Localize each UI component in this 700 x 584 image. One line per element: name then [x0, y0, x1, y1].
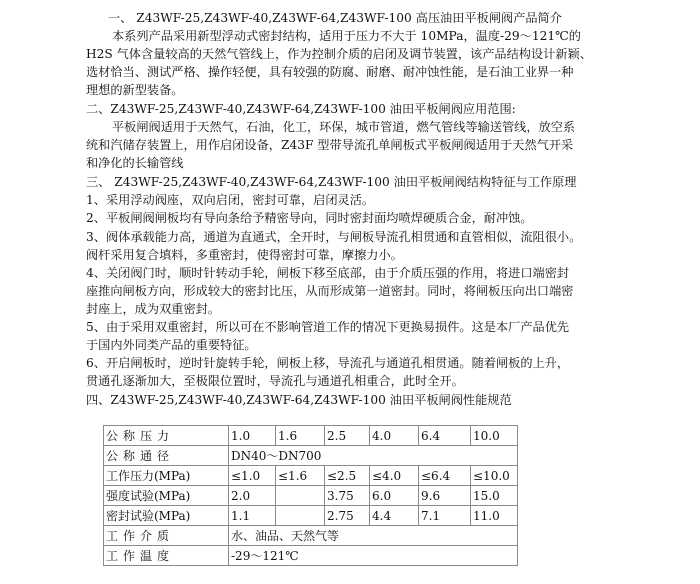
application-line: 统和汽储存装置上，用作启闭设备，Z43F 型带导流孔单闸板式平板闸阀适用于天然气开采 — [86, 138, 574, 152]
row-label: 公称通径 — [104, 446, 229, 466]
intro-line: 本系列产品采用新型浮动式密封结构，适用于压力不大于 10MPa，温度-29～121℃的 — [112, 29, 581, 43]
feature-line: 座推向闸板方向，形成较大的密封比压，从而形成第一道密封。同时，将闸板压向出口端密 — [86, 284, 574, 298]
row-label: 公称压力 — [104, 426, 229, 446]
table-cell: ≤10.0 — [471, 466, 518, 486]
table-cell: ≤2.5 — [325, 466, 370, 486]
row-label: 工作温度 — [104, 546, 229, 566]
feature-line: 2、平板闸阀闸板均有导向条给予精密导向，同时密封面均喷焊硬质合金，耐冲蚀。 — [86, 211, 533, 225]
table-cell: ≤6.4 — [419, 466, 471, 486]
table-row — [104, 506, 518, 526]
table-cell — [276, 506, 325, 526]
section-heading-4: 四、Z43WF-25,Z43WF-40,Z43WF-64,Z43WF-100 油田平板闸阀性能规范 — [86, 393, 512, 407]
table-row — [104, 466, 518, 486]
table-row — [104, 486, 518, 506]
table-cell — [276, 486, 325, 506]
table-cell: 9.6 — [419, 486, 471, 506]
table-cell: 2.0 — [229, 486, 276, 506]
row-label: 工作压力(MPa) — [104, 466, 229, 486]
table-row — [104, 426, 518, 446]
spec-table — [103, 425, 518, 566]
row-label: 工作介质 — [104, 526, 229, 546]
section-heading-1: 一、 Z43WF-25,Z43WF-40,Z43WF-64,Z43WF-100 高压油田平板闸阀产品简介 — [108, 11, 562, 25]
row-label: 密封试验(MPa) — [104, 506, 229, 526]
row-label: 强度试验(MPa) — [104, 486, 229, 506]
table-cell: 6.0 — [370, 486, 419, 506]
table-cell: DN40～DN700 — [229, 446, 518, 466]
feature-line: 3、阀体承载能力高，通道为直通式，全开时，与闸板导流孔相贯通和直管相似，流阻很小。 — [86, 230, 582, 244]
intro-line: 选材恰当、测试严格、操作轻便，具有较强的防腐、耐磨、耐冲蚀性能，是石油工业界一种 — [86, 65, 574, 79]
table-row — [104, 446, 518, 466]
feature-line: 阀杆采用复合填料，多重密封，使得密封可靠，摩擦力小。 — [86, 248, 403, 262]
table-cell: 2.75 — [325, 506, 370, 526]
table-cell: 4.4 — [370, 506, 419, 526]
table-cell: -29～121℃ — [229, 546, 518, 566]
table-row — [104, 526, 518, 546]
section-heading-2: 二、Z43WF-25,Z43WF-40,Z43WF-64,Z43WF-100 油田平板闸阀应用范围: — [86, 102, 516, 116]
table-cell: ≤1.0 — [229, 466, 276, 486]
section-heading-3: 三、 Z43WF-25,Z43WF-40,Z43WF-64,Z43WF-100 油田平板闸阀结构特征与工作原理 — [86, 175, 577, 189]
intro-line: H2S 气体含量较高的天然气管线上，作为控制介质的启闭及调节装置，该产品结构设计新颖、 — [86, 47, 592, 61]
application-line: 平板闸阀适用于天然气，石油，化工，环保，城市管道，燃气管线等输送管线，放空系 — [112, 120, 576, 134]
table-cell: ≤4.0 — [370, 466, 419, 486]
table-cell: 10.0 — [471, 426, 518, 446]
feature-line: 1、采用浮动阀座，双向启闭，密封可靠，启闭灵活。 — [86, 193, 375, 207]
table-cell: 3.75 — [325, 486, 370, 506]
table-cell: 11.0 — [471, 506, 518, 526]
table-cell: 15.0 — [471, 486, 518, 506]
table-cell: 4.0 — [370, 426, 419, 446]
table-cell: ≤1.6 — [276, 466, 325, 486]
feature-line: 5、由于采用双重密封，所以可在不影响管道工作的情况下更换易损件。这是本厂产品优先 — [86, 320, 570, 334]
table-cell: 水、油品、天然气等 — [229, 526, 518, 546]
table-cell: 7.1 — [419, 506, 471, 526]
intro-line: 理想的新型装备。 — [86, 83, 184, 97]
table-cell: 1.1 — [229, 506, 276, 526]
feature-line: 6、开启闸板时，逆时针旋转手轮，闸板上移，导流孔与通道孔相贯通。随着闸板的上升， — [86, 356, 570, 370]
table-row — [104, 546, 518, 566]
application-line: 和净化的长输管线 — [86, 156, 184, 170]
table-cell: 1.6 — [276, 426, 325, 446]
feature-line: 封座上，成为双重密封。 — [86, 302, 221, 316]
table-cell: 2.5 — [325, 426, 370, 446]
feature-line: 于国内外同类产品的重要特征。 — [86, 338, 257, 352]
table-cell: 1.0 — [229, 426, 276, 446]
feature-line: 4、关闭阀门时，顺时针转动手轮，闸板下移至底部，由于介质压强的作用，将进口端密封 — [86, 266, 570, 280]
feature-line: 贯通孔逐渐加大，至极限位置时，导流孔与通道孔相重合，此时全开。 — [86, 374, 464, 388]
table-cell: 6.4 — [419, 426, 471, 446]
